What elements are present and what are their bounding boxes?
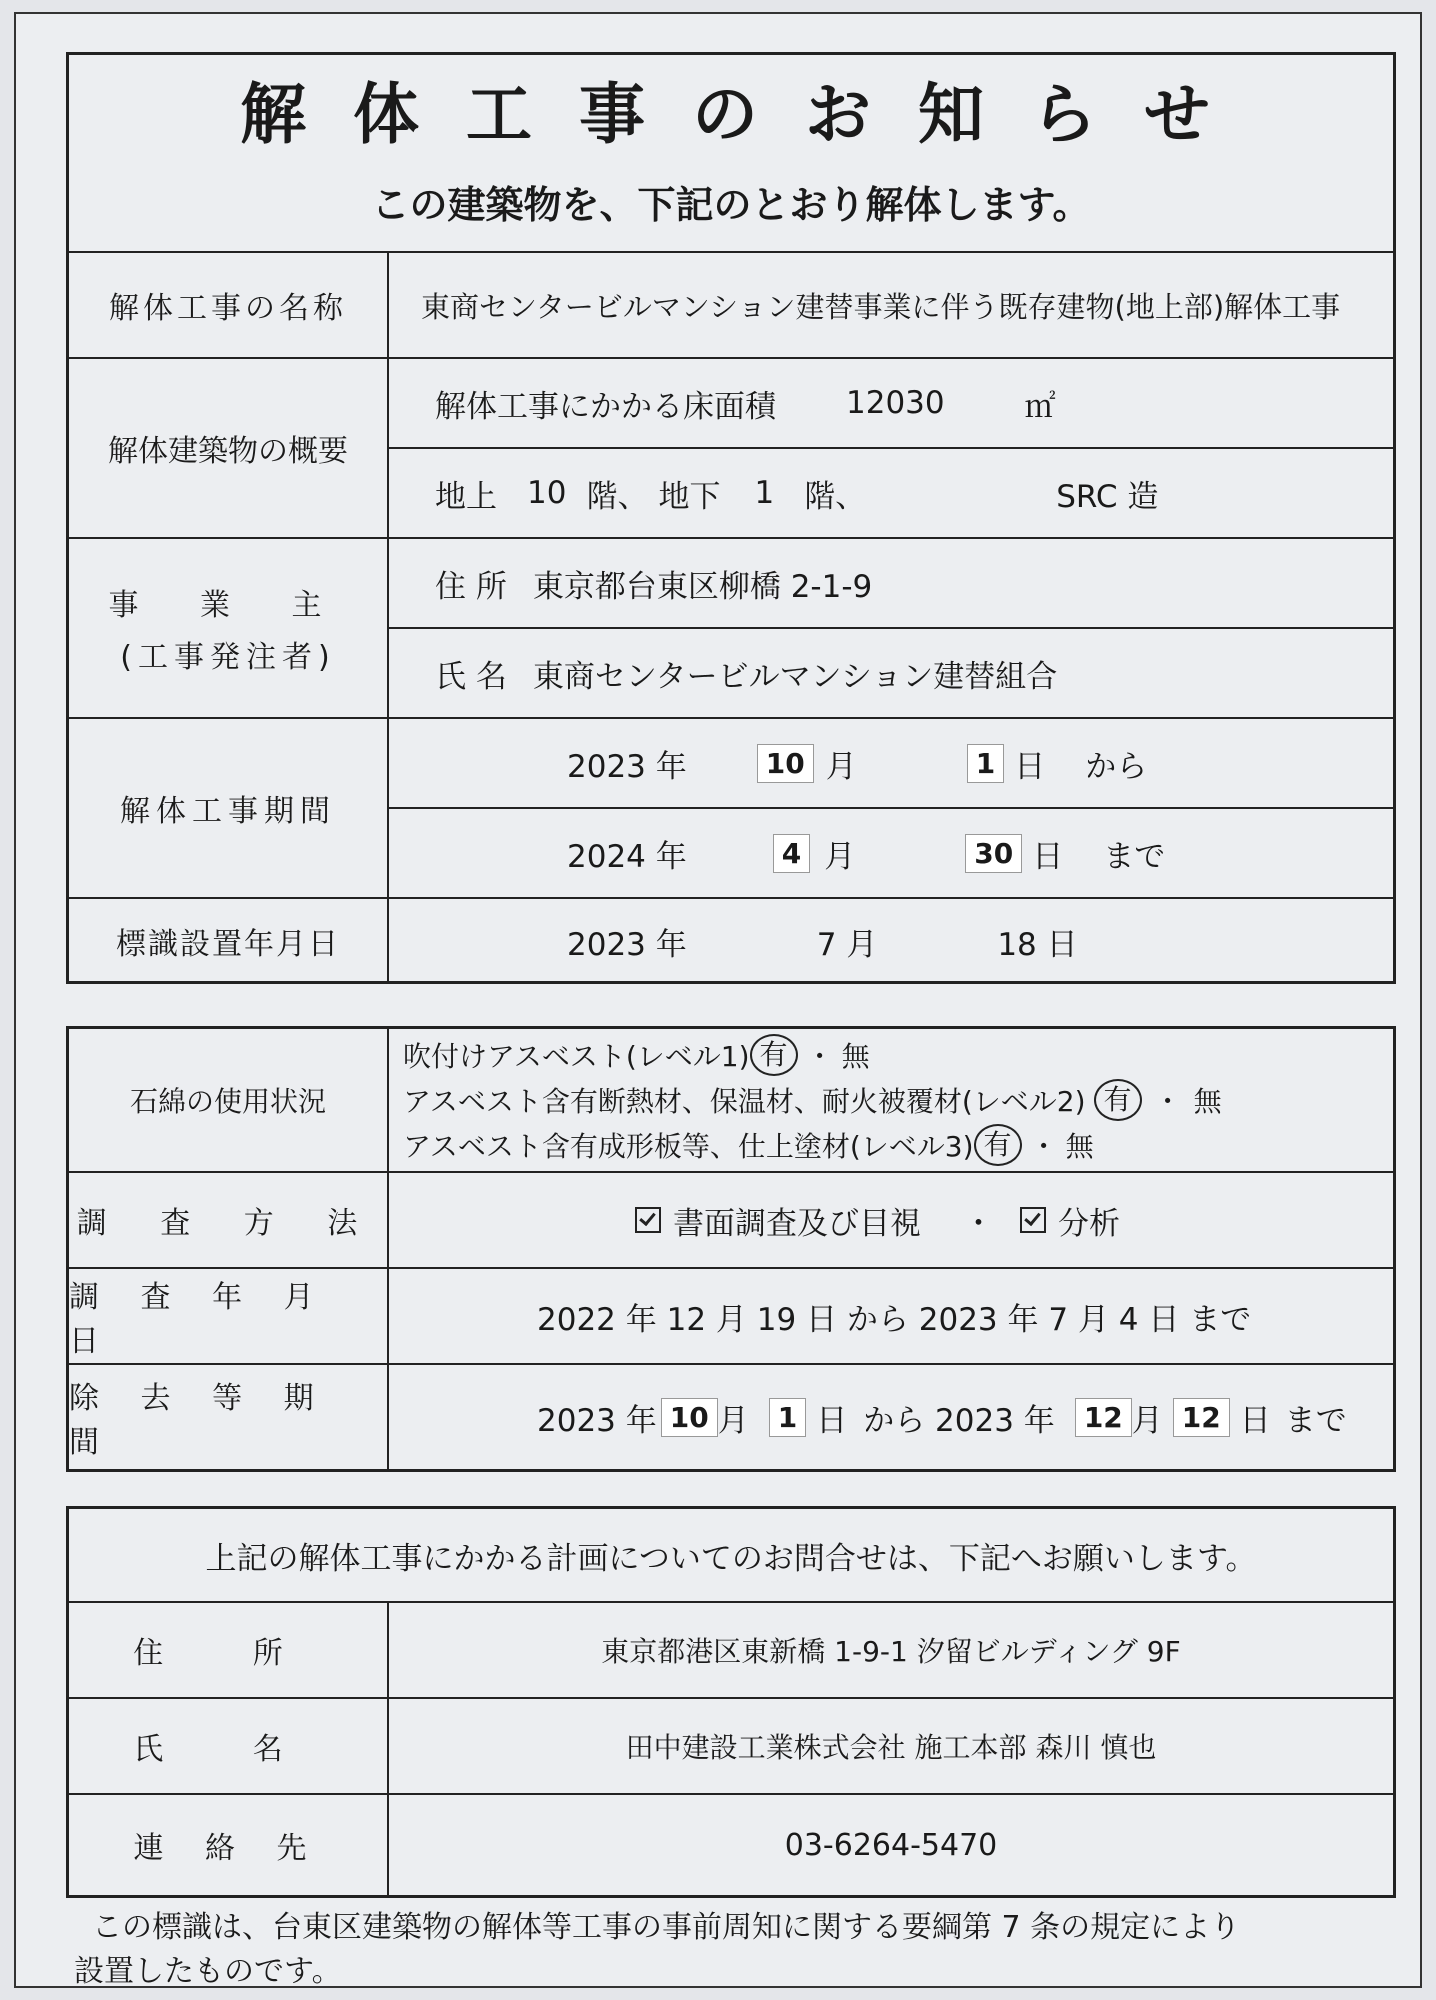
contact-address: 東京都港区東新橋 1-9-1 汐留ビルディング 9F [601,1635,1181,1668]
level3-no: 無 [1065,1130,1094,1163]
owner-row [69,537,1393,717]
survey-date-label: 調 査 年 月 日 [69,1269,389,1363]
removal-until: まで [1284,1402,1347,1439]
footer-note [74,1906,1394,1994]
survey-method-label: 調 査 方 法 [69,1173,389,1267]
owner-label [69,539,389,717]
project-name-label: 解体工事の名称 [69,253,389,357]
floor-unit: 階、 [804,478,867,515]
separator: ・ [963,1205,994,1242]
separator: ・ [805,1040,834,1073]
end-year: 2024 年 [567,838,687,875]
asbestos-table [66,1026,1396,1472]
overview-label: 解体建築物の概要 [69,359,389,537]
month-unit: 月 [1131,1402,1163,1439]
sign-date-row [69,897,1393,983]
end-month: 4 [773,834,810,873]
start-year: 2023 年 [567,748,687,785]
owner-name-label: 氏 名 [435,658,507,695]
separator: ・ [1153,1085,1182,1118]
owner-address-label: 住 所 [435,568,507,605]
period-end-line [389,807,1393,897]
sign-date [389,899,1393,983]
checkbox-checked-icon [1020,1207,1046,1233]
owner-label-main: 事 業 主 [108,588,348,623]
floors-line [389,447,1393,537]
removal-period-row [69,1363,1393,1469]
day-unit: 日 [1032,838,1064,875]
sign-year: 2023 年 [567,926,687,963]
asbestos-level1 [403,1033,1393,1077]
level3-yes-circled: 有 [974,1124,1022,1166]
separator: ・ [1029,1130,1058,1163]
level1-no: 無 [841,1040,870,1073]
day-unit: 日 [1014,748,1046,785]
below-ground-floors: 1 [754,475,775,511]
project-name: 東商センタービルマンション建替事業に伴う既存建物(地上部)解体工事 [421,289,1341,324]
removal-period-label: 除 去 等 期 間 [69,1365,389,1469]
end-day: 30 [965,834,1022,873]
level1-yes-circled: 有 [750,1034,798,1076]
level2-text: アスベスト含有断熱材、保温材、耐火被覆材(レベル2) [403,1085,1086,1118]
contact-name-row [69,1697,1393,1793]
below-ground-label: 地下 [658,478,721,515]
removal-mid: から 2023 年 [863,1402,1055,1439]
month-unit: 月 [824,838,856,875]
contact-phone-label: 連 絡 先 [69,1795,389,1895]
period-label: 解体工事期間 [69,719,389,897]
level3-text: アスベスト含有成形板等、仕上塗材(レベル3) [403,1130,974,1163]
page-subtitle: この建築物を、下記のとおり解体します。 [371,183,1091,227]
above-ground-label: 地上 [435,478,497,515]
survey-method-row [69,1171,1393,1267]
notice-sign [14,12,1422,1988]
asbestos-usage-row [69,1029,1393,1171]
survey-date-row [69,1267,1393,1363]
month-unit: 月 [717,1402,749,1439]
floor-area-value: 12030 [846,385,945,421]
demolition-info-table [66,52,1396,984]
footer-line-2: 設置したものです。 [74,1954,342,1989]
floor-area-unit: ㎡ [1024,388,1056,425]
contact-address-row [69,1601,1393,1697]
contact-phone-row [69,1793,1393,1895]
period-row [69,717,1393,897]
removal-start-month: 10 [661,1398,718,1437]
structure-type: SRC 造 [1056,478,1159,515]
overview-row [69,357,1393,537]
owner-label-sub: (工事発注者) [120,640,336,675]
start-month: 10 [757,744,814,783]
level2-yes-circled: 有 [1094,1079,1142,1121]
owner-name: 東商センタービルマンション建替組合 [532,658,1058,695]
checkbox-checked-icon [635,1207,661,1233]
contact-address-label: 住 所 [69,1603,389,1697]
owner-name-line [389,627,1393,717]
project-name-row [69,251,1393,357]
from-text: から [1085,748,1148,785]
page-title: 解 体 工 事 の お 知 ら せ [240,75,1222,153]
asbestos-level3 [403,1123,1393,1167]
level1-text: 吹付けアスベスト(レベル1) [403,1040,750,1073]
removal-end-month: 12 [1075,1398,1132,1437]
asbestos-levels [389,1029,1393,1171]
removal-end-day: 12 [1173,1398,1230,1437]
owner-address-line [389,539,1393,627]
owner-address: 東京都台東区柳橋 2-1-9 [532,568,873,605]
method-analysis: 分析 [1058,1205,1120,1242]
removal-period [389,1365,1393,1469]
above-ground-floors: 10 [527,475,567,511]
title-area [69,55,1393,251]
removal-start-day: 1 [769,1398,806,1437]
sign-date-label: 標識設置年月日 [69,899,389,983]
survey-dates: 2022 年 12 月 19 日 から 2023 年 7 月 4 日 まで [537,1301,1252,1338]
floor-area-line [389,359,1393,447]
start-day: 1 [967,744,1004,783]
footer-line-1: この標識は、台東区建築物の解体等工事の事前周知に関する要綱第 7 条の規定により [92,1910,1241,1945]
month-unit: 月 [825,748,857,785]
day-unit: 日 [1239,1402,1271,1439]
level2-no: 無 [1193,1085,1222,1118]
floor-unit: 階、 [586,478,649,515]
until-text: まで [1103,838,1166,875]
asbestos-usage-label: 石綿の使用状況 [69,1029,389,1171]
contact-name-label: 氏 名 [69,1699,389,1793]
asbestos-level2 [403,1077,1393,1123]
method-document-visual: 書面調査及び目視 [673,1205,921,1242]
sign-month: 7 月 [816,926,878,963]
floor-area-label: 解体工事にかかる床面積 [435,388,776,425]
sign-day: 18 日 [997,926,1078,963]
contact-phone: 03-6264-5470 [784,1827,998,1863]
survey-methods [389,1173,1393,1267]
day-unit: 日 [816,1402,848,1439]
contact-name: 田中建設工業株式会社 施工本部 森川 慎也 [625,1731,1157,1764]
contact-heading: 上記の解体工事にかかる計画についてのお問合せは、下記へお願いします。 [205,1540,1257,1577]
period-start-line [389,719,1393,807]
removal-start-year: 2023 年 [537,1402,657,1439]
contact-table [66,1506,1396,1898]
